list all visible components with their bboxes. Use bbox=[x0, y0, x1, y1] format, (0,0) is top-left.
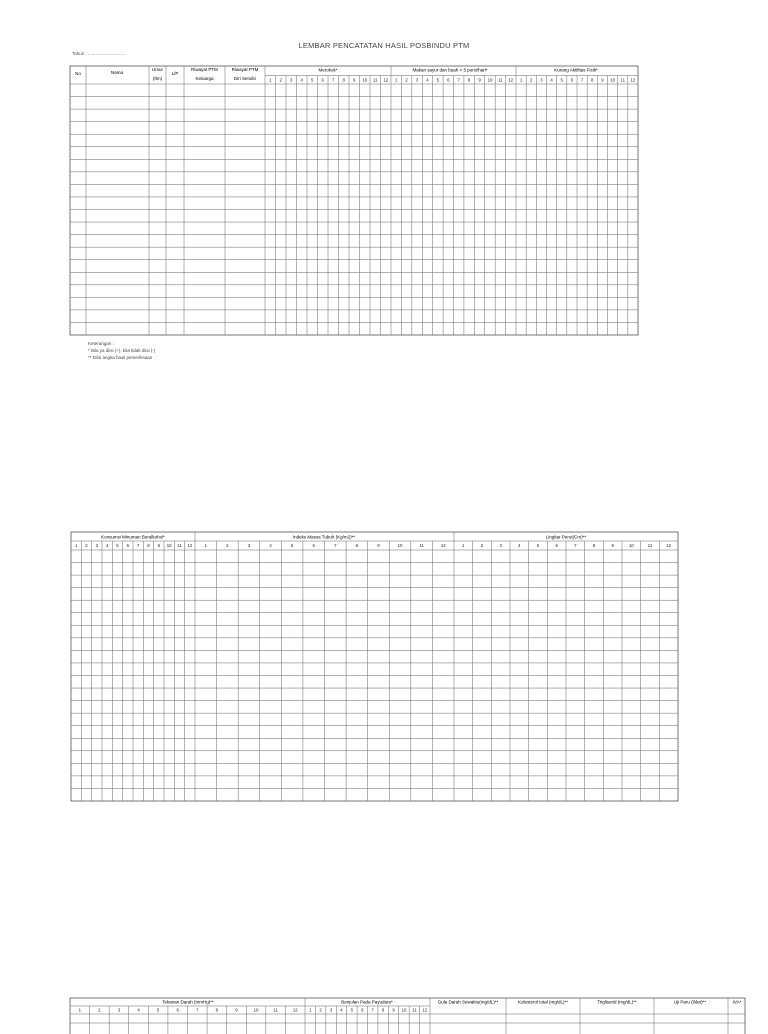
col-riwayat-sendiri-l2: Diri Sendiri bbox=[233, 76, 257, 81]
group-merokok: Merokok* bbox=[318, 67, 338, 73]
table-1-border bbox=[70, 66, 638, 335]
alkohol-month-1: 1 bbox=[74, 543, 78, 548]
sayur-month-10: 10 bbox=[487, 77, 493, 83]
sayur-month-5: 5 bbox=[436, 77, 440, 83]
payudara-month-5: 5 bbox=[350, 1007, 354, 1013]
imt-month-7: 7 bbox=[334, 543, 337, 548]
alkohol-month-8: 8 bbox=[147, 543, 150, 548]
col-riwayat-keluarga-l2: Keluarga bbox=[195, 76, 214, 81]
lingkar-perut-month-2: 2 bbox=[480, 543, 484, 548]
lingkar-perut-month-8: 8 bbox=[592, 543, 596, 548]
lingkar-perut-month-5: 5 bbox=[536, 543, 540, 548]
merokok-month-6: 6 bbox=[321, 77, 324, 83]
aktifitas-month-1: 1 bbox=[519, 77, 523, 83]
imt-month-11: 11 bbox=[419, 543, 424, 548]
aktifitas-month-9: 9 bbox=[601, 77, 604, 83]
tekanan-darah-month-10: 10 bbox=[253, 1007, 259, 1013]
col-riwayat-keluarga: Riwayat PTM bbox=[191, 67, 218, 72]
group-uji-paru: Uji Paru (l/det)** bbox=[673, 999, 707, 1005]
ptm-record-table-3 bbox=[0, 994, 768, 1034]
aktifitas-month-8: 8 bbox=[591, 77, 594, 83]
lingkar-perut-month-9: 9 bbox=[611, 543, 614, 548]
aktifitas-month-7: 7 bbox=[580, 77, 584, 83]
lingkar-perut-month-10: 10 bbox=[628, 543, 634, 548]
tekanan-darah-month-8: 8 bbox=[215, 1007, 219, 1013]
imt-month-6: 6 bbox=[312, 543, 315, 548]
tekanan-darah-month-1: 1 bbox=[78, 1007, 81, 1013]
payudara-month-3: 3 bbox=[329, 1007, 333, 1013]
aktifitas-month-3: 3 bbox=[540, 77, 543, 83]
tekanan-darah-month-2: 2 bbox=[98, 1007, 101, 1013]
payudara-month-10: 10 bbox=[401, 1007, 407, 1013]
payudara-month-8: 8 bbox=[381, 1007, 385, 1013]
notes-title: Keterangan : bbox=[88, 341, 114, 346]
table-2-border bbox=[71, 532, 678, 801]
payudara-month-9: 9 bbox=[392, 1007, 395, 1013]
col-riwayat-sendiri: Riwayat PTM bbox=[231, 67, 259, 72]
payudara-month-4: 4 bbox=[340, 1007, 343, 1013]
lingkar-perut-month-7: 7 bbox=[574, 543, 577, 548]
group-kolesterol: Kolesterol total (mg/dL)** bbox=[517, 999, 569, 1005]
merokok-month-12: 12 bbox=[383, 77, 389, 83]
payudara-month-2: 2 bbox=[319, 1007, 322, 1013]
aktifitas-month-11: 11 bbox=[620, 77, 625, 83]
group-trigliserid: Trigliserid (mg/dL)** bbox=[597, 999, 637, 1005]
aktifitas-month-6: 6 bbox=[570, 77, 574, 83]
sayur-month-7: 7 bbox=[457, 77, 460, 83]
col-umur: Umur bbox=[152, 67, 163, 72]
group-tekanan-darah: Tekanan Darah (mmHg)** bbox=[162, 999, 214, 1005]
imt-month-12: 12 bbox=[440, 543, 446, 548]
group-imt: Indeks Massa Tubuh (Kg/m2)** bbox=[292, 534, 356, 540]
notes-line-1: * Bila ya diisi (+), bila tidak diisi (-) bbox=[88, 348, 156, 353]
group-gula-darah: Gula Darah Sewaktu(mg/dL)** bbox=[437, 999, 499, 1005]
merokok-month-3: 3 bbox=[290, 77, 293, 83]
col-no: No bbox=[75, 71, 81, 76]
sayur-month-8: 8 bbox=[467, 77, 471, 83]
sayur-month-4: 4 bbox=[426, 77, 429, 83]
imt-month-8: 8 bbox=[355, 543, 359, 548]
imt-month-4: 4 bbox=[269, 543, 272, 548]
sayur-month-6: 6 bbox=[447, 77, 450, 83]
tekanan-darah-month-4: 4 bbox=[137, 1007, 140, 1013]
group-lingkar-perut: Lingkar Perut(Cm)** bbox=[545, 534, 587, 540]
group-alkohol: Konsumsi Minuman Beralkohol* bbox=[101, 534, 165, 540]
tekanan-darah-month-3: 3 bbox=[117, 1007, 121, 1013]
group-benjolan-payudara: Benjolan Pada Payudara* bbox=[341, 999, 393, 1005]
aktifitas-month-4: 4 bbox=[550, 77, 553, 83]
aktifitas-month-5: 5 bbox=[560, 77, 563, 83]
sayur-month-12: 12 bbox=[508, 77, 514, 83]
payudara-month-12: 12 bbox=[422, 1007, 428, 1013]
merokok-month-9: 9 bbox=[353, 77, 356, 83]
imt-month-2: 2 bbox=[226, 543, 229, 548]
payudara-month-1: 1 bbox=[309, 1007, 312, 1013]
alkohol-month-11: 11 bbox=[177, 543, 182, 548]
merokok-month-11: 11 bbox=[373, 77, 378, 83]
imt-month-1: 1 bbox=[204, 543, 207, 548]
notes bbox=[88, 340, 155, 361]
merokok-month-8: 8 bbox=[342, 77, 345, 83]
tekanan-darah-month-7: 7 bbox=[196, 1007, 199, 1013]
tekanan-darah-month-12: 12 bbox=[292, 1007, 298, 1013]
col-umur-unit: (thn) bbox=[152, 76, 163, 81]
ptm-record-table-2 bbox=[0, 520, 768, 840]
tekanan-darah-month-11: 11 bbox=[273, 1007, 278, 1013]
group-sayur-buah: Makan sayur dan buah < 5 porsi/hari* bbox=[412, 67, 488, 73]
sayur-month-9: 9 bbox=[478, 77, 481, 83]
col-lp: L/P bbox=[171, 71, 179, 76]
merokok-month-1: 1 bbox=[269, 77, 272, 83]
merokok-month-10: 10 bbox=[362, 77, 368, 83]
group-iva: IVA* bbox=[732, 999, 742, 1005]
merokok-month-7: 7 bbox=[332, 77, 335, 83]
lingkar-perut-month-3: 3 bbox=[499, 543, 502, 548]
alkohol-month-12: 12 bbox=[187, 543, 193, 548]
merokok-month-5: 5 bbox=[311, 77, 314, 83]
col-nama: Nama bbox=[110, 70, 124, 75]
imt-month-10: 10 bbox=[397, 543, 403, 548]
lingkar-perut-month-4: 4 bbox=[518, 543, 521, 548]
merokok-month-2: 2 bbox=[279, 77, 282, 83]
alkohol-month-9: 9 bbox=[157, 543, 161, 548]
tekanan-darah-month-9: 9 bbox=[235, 1007, 238, 1013]
alkohol-month-5: 5 bbox=[116, 543, 119, 548]
imt-month-9: 9 bbox=[377, 543, 380, 548]
payudara-month-7: 7 bbox=[371, 1007, 374, 1013]
lingkar-perut-month-11: 11 bbox=[647, 543, 653, 548]
aktifitas-month-10: 10 bbox=[610, 77, 615, 83]
page-title: LEMBAR PENCATATAN HASIL POSBINDU PTM bbox=[298, 41, 470, 50]
imt-month-5: 5 bbox=[290, 543, 294, 548]
payudara-month-11: 11 bbox=[412, 1007, 417, 1013]
payudara-month-6: 6 bbox=[361, 1007, 364, 1013]
sayur-month-2: 2 bbox=[405, 77, 408, 83]
lingkar-perut-month-6: 6 bbox=[555, 543, 558, 548]
alkohol-month-2: 2 bbox=[85, 543, 88, 548]
lingkar-perut-month-12: 12 bbox=[666, 543, 672, 548]
tekanan-darah-month-5: 5 bbox=[156, 1007, 160, 1013]
sayur-month-1: 1 bbox=[395, 77, 398, 83]
aktifitas-month-12: 12 bbox=[630, 77, 636, 83]
alkohol-month-10: 10 bbox=[166, 543, 172, 548]
year-field-label: Tahun : .............................. bbox=[72, 51, 126, 56]
aktifitas-month-2: 2 bbox=[530, 77, 533, 83]
sayur-month-11: 11 bbox=[498, 77, 503, 83]
lingkar-perut-month-1: 1 bbox=[462, 543, 465, 548]
imt-month-3: 3 bbox=[247, 543, 251, 548]
merokok-month-4: 4 bbox=[300, 77, 303, 83]
ptm-record-table-1 bbox=[0, 0, 768, 340]
notes-line-2: ** Diisi angka hasil pemeriksaan bbox=[88, 355, 153, 360]
alkohol-month-6: 6 bbox=[126, 543, 130, 548]
group-aktifitas-fisik: Kurang Aktifitas Fisik* bbox=[554, 67, 598, 73]
alkohol-month-7: 7 bbox=[136, 543, 140, 548]
sayur-month-3: 3 bbox=[415, 77, 419, 83]
alkohol-month-4: 4 bbox=[105, 543, 109, 548]
tekanan-darah-month-6: 6 bbox=[176, 1007, 179, 1013]
alkohol-month-3: 3 bbox=[95, 543, 99, 548]
